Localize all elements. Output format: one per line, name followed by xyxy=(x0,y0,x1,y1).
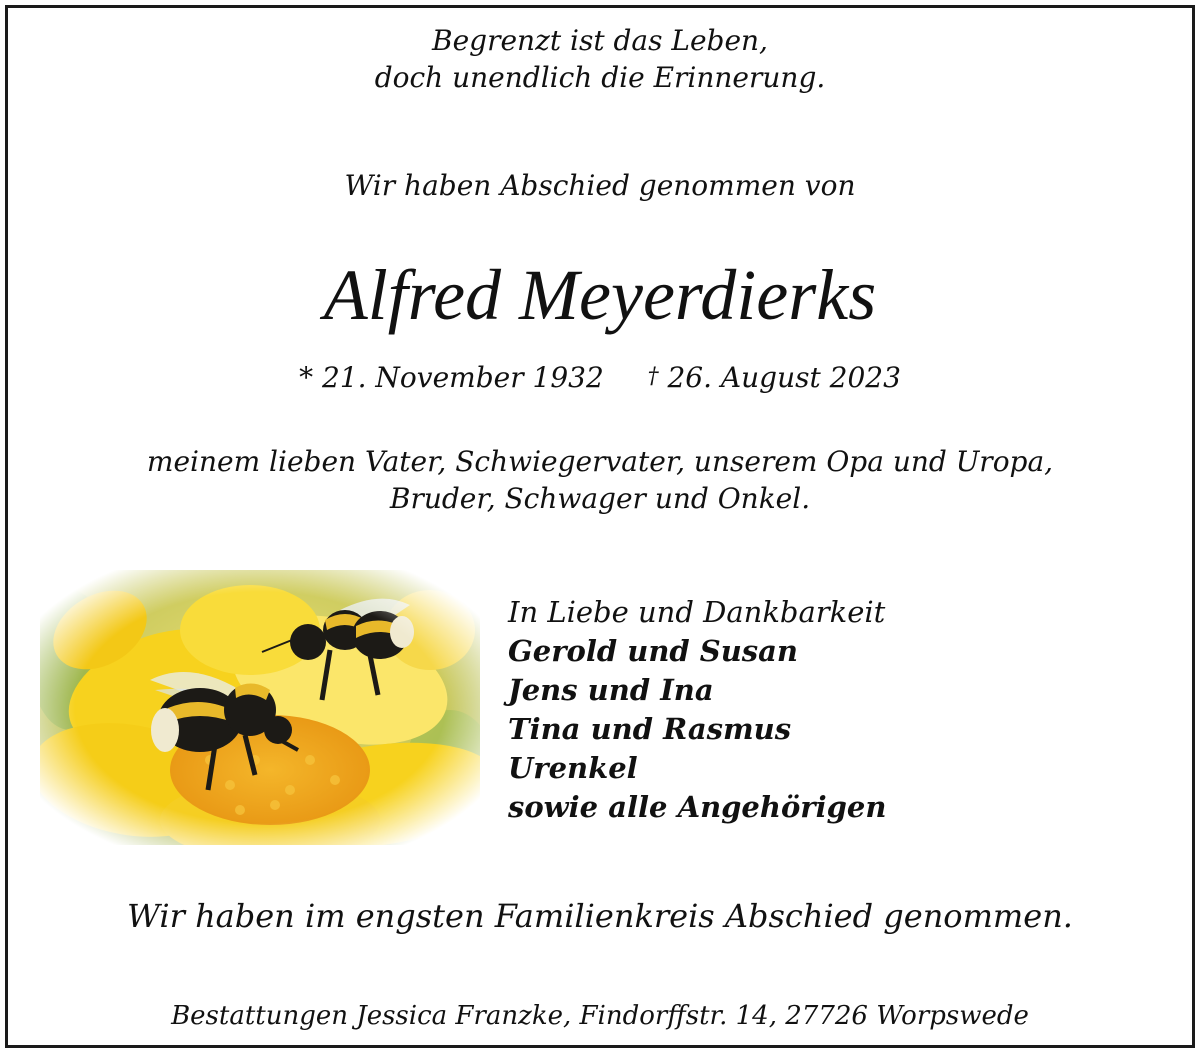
deceased-name: Alfred Meyerdierks xyxy=(323,255,877,335)
motto-line-2: doch unendlich die Erinnerung. xyxy=(374,61,826,94)
family-member: Jens und Ina xyxy=(508,673,714,707)
bumblebee-photo xyxy=(40,570,480,845)
family-signatures xyxy=(508,593,886,827)
motto xyxy=(0,22,1200,96)
notice-border xyxy=(5,5,1195,1048)
family-member: sowie alle Angehörigen xyxy=(508,790,887,824)
life-dates xyxy=(0,358,1200,397)
funeral-home: Bestattungen Jessica Franzke, Findorffstr. 14, 27726 Worpswede xyxy=(171,1001,1029,1031)
birth-mark: * xyxy=(299,361,314,394)
death-mark: † xyxy=(647,364,659,389)
family-member: Gerold und Susan xyxy=(508,634,798,668)
photo-vignette xyxy=(40,570,480,845)
birth-date: 21. November 1932 xyxy=(322,361,604,394)
motto-line-1: Begrenzt ist das Leben, xyxy=(432,24,768,57)
intro-text: Wir haben Abschied genommen von xyxy=(344,169,856,202)
relation-line-2: Bruder, Schwager und Onkel. xyxy=(389,482,811,515)
relation-text xyxy=(0,443,1200,517)
death-date: 26. August 2023 xyxy=(667,361,901,394)
family-lead: In Liebe und Dankbarkeit xyxy=(508,595,886,629)
bumblebee-illustration xyxy=(40,570,480,845)
closing-text: Wir haben im engsten Familienkreis Abschied genommen. xyxy=(127,897,1073,935)
family-member: Urenkel xyxy=(508,751,638,785)
relation-line-1: meinem lieben Vater, Schwiegervater, unserem Opa und Uropa, xyxy=(146,445,1054,478)
family-member: Tina und Rasmus xyxy=(508,712,792,746)
